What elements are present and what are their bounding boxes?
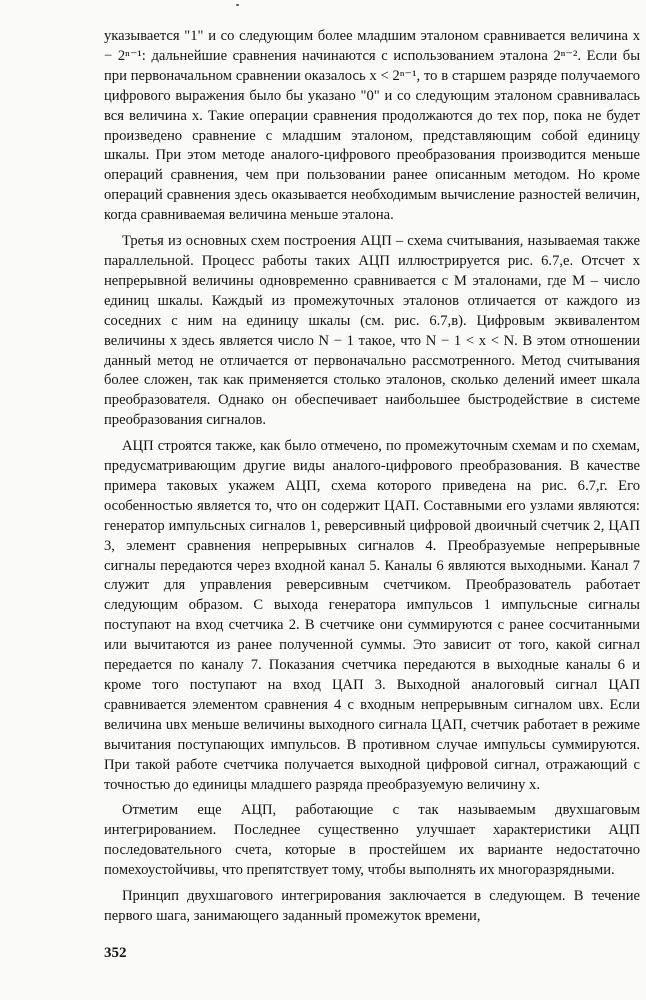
scan-speck [236,4,239,6]
paragraph-3: АЦП строятся также, как было отмечено, по промежуточным схемам и по схемам, предусматривающим другие виды аналого-цифрового преобразования. В качестве примера таковых укажем АЦП, схема которого приведена на рис. 6.7,г. Его особенностью является то, что он содержит ЦАП. Составными его узлами являются: генератор импульсных сигналов 1, реверсивный цифровой двоичный счетчик 2, ЦАП 3, элемент сравнения непрерывных сигналов 4. Преобразуемые непрерывные сигналы передаются через входной канал 5. Каналы 6 являются выходными. Канал 7 служит для управления реверсивным счетчиком. Преобразователь работает следующим образом. С выхода генератора импульсов 1 импульсные сигналы поступают на вход счетчика 2. В счетчике они суммируются с ранее сосчитанными или вычитаются из ранее полученной суммы. Это зависит от того, какой сигнал передается по каналу 7. Показания счетчика передаются в выходные каналы 6 и кроме того поступают на вход ЦАП 3. Выходной аналоговый сигнал ЦАП сравнивается элементом сравнения 4 с входным непрерывным сигналом uвх. Если величина uвх меньше величины выходного сигнала ЦАП, счетчик работает в режиме вычитания поступающих импульсов. В противном случае импульсы суммируются. При такой работе счетчика получается выходной цифровой сигнал, отражающий с точностью до единицы младшего разряда преобразуемую величину x. [104,438,640,793]
page-number: 352 [104,945,127,961]
paragraph-4: Отметим еще АЦП, работающие с так называемым двухшаговым интегрированием. Последнее существенно улучшает характеристики АЦП последовательного счета, которые в простейшем их варианте недостаточно помехоустойчивы, что препятствует тому, чтобы выполнять их многоразрядными. [104,802,640,879]
paragraph-5: Принцип двухшагового интегрирования заключается в следующем. В течение первого шага, занимающего заданный промежуток времени, [104,888,640,924]
paragraph-2: Третья из основных схем построения АЦП – схема считывания, называемая также параллельной. Процесс работы таких АЦП иллюстрируется рис. 6.7,е. Отсчет x непрерывной величины одновременно сравнивается с M эталонами, где M – число единиц шкалы. Каждый из промежуточных эталонов отличается от каждого из соседних с ним на единицу шкалы (см. рис. 6.7,в). Цифровым эквивалентом величины x здесь является число N − 1 такое, что N − 1 < x < N. В этом отношении данный метод не отличается от первоначально рассмотренного. Метод считывания более сложен, так как применяется столько эталонов, сколько делений имеет шкала преобразователя. Однако он обеспечивает наибольшее быстродействие в системе преобразования сигналов. [104,233,640,429]
paragraph-1: указывается "1" и со следующим более младшим эталоном сравнивается величина x − 2ⁿ⁻¹: дальнейшие сравнения начинаются с использованием эталона 2ⁿ⁻². Если бы при первоначальном сравнении оказалось x < 2ⁿ⁻¹, то в старшем разряде получаемого цифрового выражения было бы указано "0" и со следующим эталоном сравнивалась вся величина x. Такие операции сравнения продолжаются до тех пор, пока не будет произведено сравнение с младшим эталоном, представляющим собой единицу шкалы. При этом методе аналого-цифрового преобразования производится меньше операций сравнения, чем при пользовании ранее описанным методом. Но кроме операций сравнения здесь оказывается необходимым вычисление разностей величин, когда сравниваемая величина меньше эталона. [104,28,640,224]
body-text [104,27,640,927]
